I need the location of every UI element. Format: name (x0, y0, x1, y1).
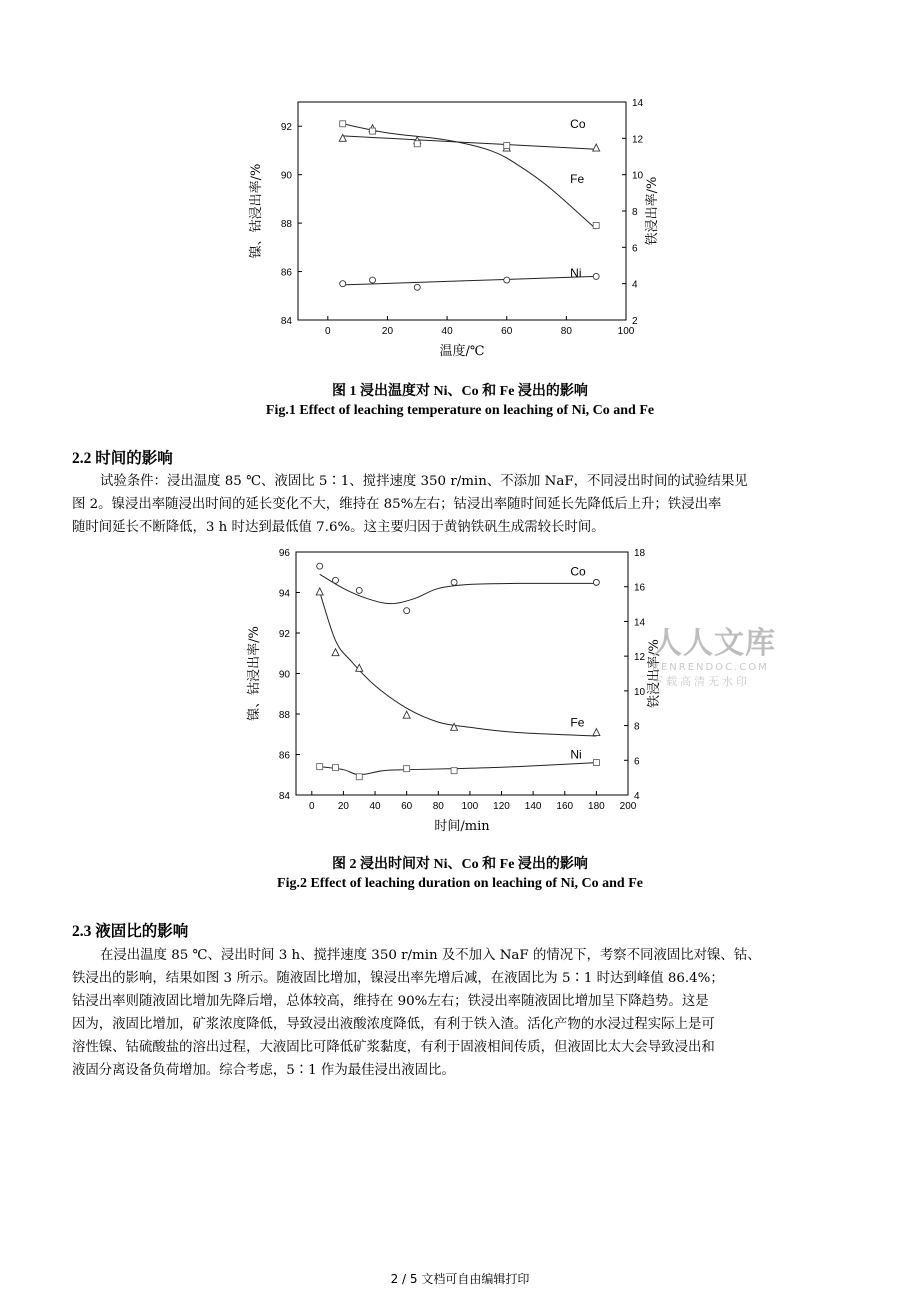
series-fe-label: Fe (570, 715, 585, 730)
series-fe-fit-line (320, 592, 597, 736)
x-tick-label: 180 (588, 801, 605, 812)
figure-2 (0, 542, 920, 842)
x-axis-label: 时间/min (434, 819, 490, 834)
series-co-fit-line (343, 136, 596, 149)
y-right-tick-label: 2 (632, 316, 638, 327)
y-right-tick-label: 16 (634, 582, 646, 594)
series-ni-point (414, 284, 420, 290)
series-fe-point (340, 121, 346, 127)
section-2-3-heading: 2.3 液固比的影响 (72, 923, 189, 940)
series-fe-point (332, 649, 339, 656)
y-left-tick-label: 90 (278, 669, 290, 681)
series-ni-point (370, 277, 376, 283)
paragraph-line: 铁浸出的影响，结果如图 3 所示。随液固比增加，镍浸出率先增后减，在液固比为 5∶1 时达到峰值 86.4%； (72, 971, 724, 986)
series-ni-label: Ni (570, 265, 582, 280)
x-tick-label: 20 (337, 801, 349, 812)
section-2-3-paragraph (72, 944, 858, 1082)
y-right-tick-label: 14 (634, 617, 646, 629)
series-ni-point (504, 277, 510, 283)
x-tick-label: 80 (560, 326, 572, 337)
x-tick-label: 140 (524, 801, 542, 812)
y-left-tick-label: 92 (280, 122, 292, 134)
series-co-point (339, 134, 346, 141)
figure-1-chart (0, 90, 920, 365)
series-ni-point (451, 768, 457, 774)
series-co-point (356, 587, 362, 593)
y-right-tick-label: 6 (632, 243, 638, 255)
x-tick-label: 0 (309, 801, 315, 812)
x-tick-label: 120 (493, 801, 510, 812)
y-left-tick-label: 84 (278, 791, 290, 802)
series-fe-point (593, 729, 600, 736)
watermark-logo: 人人文库 (652, 626, 776, 661)
figure-1-caption-cn: 图 1 浸出温度对 Ni、Co 和 Fe 浸出的影响 (332, 384, 588, 399)
series-co-point (317, 563, 323, 569)
watermark (652, 618, 782, 689)
y-left-tick-label: 94 (278, 588, 290, 600)
figure-2-caption-cn: 图 2 浸出时间对 Ni、Co 和 Fe 浸出的影响 (332, 857, 588, 872)
series-ni-point (333, 765, 339, 771)
y-right-tick-label: 12 (634, 652, 646, 664)
x-tick-label: 100 (461, 801, 479, 812)
y-right-tick-label: 18 (634, 548, 646, 559)
series-co-point (404, 608, 410, 614)
series-fe-fit-line (343, 124, 596, 229)
section-2-2-paragraph (72, 470, 858, 539)
series-co-label: Co (570, 116, 586, 131)
y-left-tick-label: 92 (278, 629, 290, 640)
x-tick-label: 80 (432, 801, 444, 812)
y-left-tick-label: 88 (278, 710, 290, 721)
x-tick-label: 60 (401, 801, 413, 812)
paragraph-line: 液固分离设备负荷增加。综合考虑，5∶1 作为最佳浸出液固比。 (72, 1063, 455, 1078)
x-tick-label: 0 (325, 326, 331, 337)
series-co-point (593, 579, 599, 585)
y-right-axis-label: 铁浸出率/% (645, 176, 660, 246)
y-left-axis-label: 镍、钴浸出率/% (247, 626, 262, 721)
series-co-label: Co (570, 564, 586, 579)
x-tick-label: 60 (501, 326, 513, 337)
y-right-axis-label: 铁浸出率/% (647, 639, 662, 708)
figure-2-chart (0, 542, 920, 842)
y-right-tick-label: 10 (632, 170, 644, 182)
series-ni-label: Ni (570, 747, 582, 762)
series-ni-point (356, 774, 362, 780)
y-right-tick-label: 4 (632, 279, 638, 291)
series-ni-fit-line (320, 763, 597, 775)
series-fe-point (370, 128, 376, 134)
series-co-point (593, 144, 600, 151)
section-2-2-heading: 2.2 时间的影响 (72, 450, 173, 467)
series-co-point (451, 579, 457, 585)
series-ni-point (404, 766, 410, 772)
y-left-tick-label: 88 (280, 219, 292, 231)
y-right-tick-label: 8 (632, 207, 638, 218)
paragraph-line: 在浸出温度 85 ℃、浸出时间 3 h、搅拌速度 350 r/min 及不加入 NaF 的情况下，考察不同液固比对镍、钴、 (100, 948, 761, 963)
y-left-tick-label: 96 (278, 548, 290, 559)
x-tick-label: 20 (381, 326, 394, 337)
paragraph-line: 试验条件：浸出温度 85 ℃、液固比 5∶1、搅拌速度 350 r/min、不添加 NaF，不同浸出时间的试验结果见 (100, 474, 748, 489)
paragraph-line: 因为，液固比增加，矿浆浓度降低，导致浸出液酸浓度降低，有利于铁入渣。活化产物的水浸过程实际上是可 (72, 1017, 715, 1032)
y-right-tick-label: 14 (632, 98, 644, 109)
x-tick-label: 40 (369, 801, 381, 812)
y-left-tick-label: 84 (280, 316, 292, 327)
x-axis-label: 温度/℃ (439, 344, 485, 359)
figure-2-caption-en: Fig.2 Effect of leaching duration on leaching of Ni, Co and Fe (277, 876, 643, 891)
series-ni-point (593, 273, 599, 279)
page-footer: 2 / 5 文档可自由编辑打印 (390, 1272, 530, 1286)
x-tick-label: 200 (619, 801, 637, 812)
y-right-tick-label: 10 (634, 686, 646, 698)
y-left-axis-label: 镍、钴浸出率/% (249, 163, 264, 259)
series-co-point (333, 577, 339, 583)
figure-1-caption-en: Fig.1 Effect of leaching temperature on leaching of Ni, Co and Fe (265, 403, 655, 418)
paragraph-line: 溶性镍、钴硫酸盐的溶出过程，大液固比可降低矿浆黏度，有利于固液相间传质，但液固比太大会导致浸出和 (72, 1040, 715, 1055)
series-fe-point (403, 711, 410, 718)
y-right-tick-label: 4 (634, 791, 640, 802)
y-right-tick-label: 8 (634, 721, 640, 733)
y-left-tick-label: 86 (280, 267, 292, 279)
series-fe-point (451, 723, 458, 730)
figure-1 (0, 90, 920, 365)
watermark-tagline: 下载高清无水印 (652, 675, 750, 688)
watermark-url: RENRENDOC.COM (652, 662, 769, 673)
x-tick-label: 40 (441, 326, 453, 337)
paragraph-line: 图 2。镍浸出率随浸出时间的延长变化不大，维持在 85%左右；钴浸出率随时间延长先降低后上升；铁浸出率 (72, 497, 722, 512)
series-ni-point (593, 760, 599, 766)
series-fe-label: Fe (570, 172, 585, 187)
paragraph-line: 随时间延长不断降低，3 h 时达到最低值 7.6%。这主要归因于黄钠铁矾生成需较长时间。 (72, 520, 605, 535)
series-fe-point (593, 223, 599, 229)
y-left-tick-label: 90 (280, 170, 292, 182)
series-fe-point (414, 141, 420, 147)
y-right-tick-label: 12 (632, 134, 644, 146)
y-right-tick-label: 6 (634, 756, 640, 768)
x-tick-label: 160 (556, 801, 574, 812)
series-ni-fit-line (343, 276, 596, 284)
series-ni-point (340, 281, 346, 287)
series-ni-point (317, 764, 323, 770)
x-tick-label: 100 (617, 326, 635, 337)
y-left-tick-label: 86 (278, 750, 290, 762)
series-fe-point (504, 143, 510, 149)
series-fe-point (316, 588, 323, 595)
paragraph-line: 钴浸出率则随液固比增加先降后增，总体较高，维持在 90%左右；铁浸出率随液固比增加呈下降趋势。这是 (72, 994, 709, 1009)
